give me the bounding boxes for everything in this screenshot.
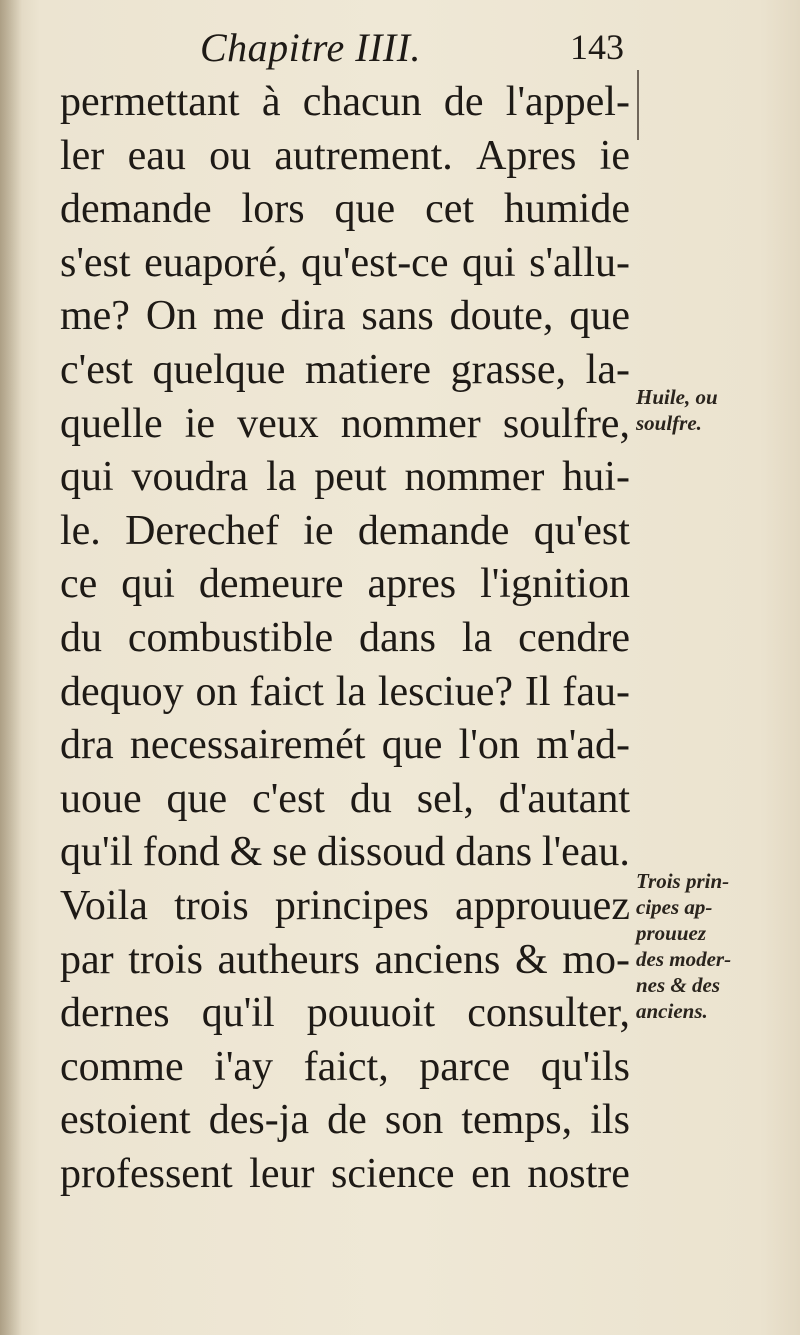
word: on <box>195 668 238 715</box>
margin-note-line: anciens. <box>636 999 708 1023</box>
word: fau- <box>562 668 630 715</box>
word: mo- <box>562 936 630 983</box>
text-line <box>60 880 630 934</box>
word: nommer <box>340 400 481 447</box>
word: eau <box>127 132 186 179</box>
word: dans <box>359 614 437 661</box>
word: & <box>229 829 263 876</box>
word: m'ad- <box>536 722 630 769</box>
margin-note-trois-principes <box>636 868 796 1024</box>
text-line <box>60 505 630 559</box>
word: du <box>60 614 102 661</box>
word: c'est <box>60 346 133 393</box>
text-line <box>60 719 630 773</box>
word: dissoud <box>316 829 446 876</box>
word: grasse, <box>450 346 567 393</box>
text-line <box>60 558 630 612</box>
text-line <box>60 773 630 827</box>
word: sans <box>361 293 434 340</box>
word: veux <box>237 400 319 447</box>
margin-note-line: cipes ap- <box>636 895 713 919</box>
word: de <box>443 79 484 125</box>
word: demande <box>357 507 510 554</box>
word: demeure <box>198 561 344 608</box>
word: qui <box>60 454 114 501</box>
word: approuuez <box>455 882 630 929</box>
text-line <box>60 666 630 720</box>
word: qu'ils <box>540 1043 630 1090</box>
word: necessairemét <box>129 722 366 769</box>
text-line <box>60 1148 630 1202</box>
text-line <box>60 451 630 505</box>
margin-note-huile <box>636 384 786 436</box>
word: la <box>461 614 493 661</box>
word: lesciue? <box>377 668 514 715</box>
word: humide <box>504 186 630 233</box>
word: qui <box>121 561 175 608</box>
text-line <box>60 344 630 398</box>
word: Il <box>524 668 551 715</box>
word: me <box>213 293 265 340</box>
text-line <box>60 987 630 1041</box>
word: l'ignition <box>480 561 630 608</box>
word: hui- <box>562 454 630 501</box>
word: anciens <box>374 936 501 983</box>
word: principes <box>274 882 429 929</box>
word: quelle <box>60 400 163 447</box>
word: d'autant <box>498 775 630 822</box>
word: nostre <box>527 1150 630 1197</box>
margin-note-line: des moder- <box>636 947 732 971</box>
body-text <box>60 76 630 1201</box>
word: que <box>381 722 443 769</box>
word: qu'est <box>533 507 630 554</box>
text-line <box>60 934 630 988</box>
word: l'appel- <box>505 79 630 125</box>
word: chacun <box>302 79 422 125</box>
text-line <box>60 130 630 184</box>
word: dans <box>455 829 533 876</box>
word: Voila <box>60 882 148 929</box>
word: qui <box>461 239 516 286</box>
word: faict, <box>303 1043 389 1090</box>
word: se <box>272 829 308 876</box>
text-line <box>60 612 630 666</box>
word: estoient <box>60 1097 191 1144</box>
margin-note-line: soulfre. <box>636 411 702 435</box>
word: la- <box>585 346 630 393</box>
word: autrement. <box>274 132 453 179</box>
word: me? <box>60 293 130 340</box>
word: demande <box>60 186 212 233</box>
word: dernes <box>60 990 170 1037</box>
margin-rule <box>637 70 639 140</box>
word: lors <box>241 186 305 233</box>
word: doute, <box>449 293 554 340</box>
word: leur <box>249 1150 315 1197</box>
word: la <box>335 668 367 715</box>
word: fond <box>142 829 220 876</box>
word: des-ja <box>208 1097 310 1144</box>
word: trois <box>174 882 249 929</box>
word: que <box>166 775 228 822</box>
word: consulter, <box>467 990 630 1037</box>
word: trois <box>128 936 203 983</box>
word: pouuoit <box>306 990 436 1037</box>
word: s'est <box>60 239 131 286</box>
margin-note-line: prouuez <box>636 921 707 945</box>
word: Derechef <box>125 507 279 554</box>
word: quelque <box>152 346 286 393</box>
word: ce <box>60 561 98 608</box>
word: peut <box>314 454 387 501</box>
text-line <box>60 1041 630 1095</box>
word: permettant <box>60 79 240 125</box>
word: voudra <box>131 454 249 501</box>
word: que <box>569 293 630 340</box>
word: autheurs <box>217 936 360 983</box>
text-line <box>60 290 630 344</box>
text-line <box>60 1094 630 1148</box>
word: matiere <box>305 346 431 393</box>
word: soulfre, <box>502 400 630 447</box>
word: en <box>471 1150 511 1197</box>
word: ie <box>599 132 630 179</box>
word: le. <box>60 507 101 554</box>
chapter-title: Chapitre IIII. <box>200 25 422 70</box>
word: temps, <box>461 1097 573 1144</box>
word: combustible <box>127 614 334 661</box>
word: dequoy <box>60 668 184 715</box>
word: qu'est-ce <box>300 239 449 286</box>
word: c'est <box>252 775 325 822</box>
page-number: 143 <box>570 27 624 67</box>
text-line <box>60 183 630 237</box>
text-line <box>60 76 630 130</box>
word: qu'il <box>60 829 133 876</box>
text-line <box>60 237 630 291</box>
margin-note-line: Trois prin- <box>636 869 730 893</box>
word: uoue <box>60 775 142 822</box>
word: ie <box>184 400 215 447</box>
word: que <box>334 186 396 233</box>
word: à <box>261 79 281 125</box>
word: du <box>349 775 392 822</box>
word: nommer <box>404 454 545 501</box>
gutter-shadow <box>0 0 22 1335</box>
word: son <box>384 1097 444 1144</box>
running-head <box>60 18 630 78</box>
word: cet <box>425 186 475 233</box>
word: Apres <box>476 132 577 179</box>
text-line <box>60 398 630 452</box>
word: i'ay <box>214 1043 274 1090</box>
word: ou <box>209 132 252 179</box>
word: de <box>327 1097 367 1144</box>
word: ils <box>590 1097 630 1144</box>
word: dira <box>280 293 346 340</box>
word: ie <box>303 507 334 554</box>
word: faict <box>249 668 324 715</box>
word: dra <box>60 722 114 769</box>
word: cendre <box>518 614 630 661</box>
word: ler <box>60 132 105 179</box>
word: professent <box>60 1150 233 1197</box>
word: & <box>515 936 548 983</box>
word: s'allu- <box>529 239 630 286</box>
text-line <box>60 826 630 880</box>
word: qu'il <box>201 990 275 1037</box>
word: parce <box>419 1043 511 1090</box>
word: apres <box>367 561 457 608</box>
word: science <box>330 1150 455 1197</box>
word: l'eau. <box>541 829 630 876</box>
word: On <box>145 293 198 340</box>
word: l'on <box>458 722 520 769</box>
word: par <box>60 936 114 983</box>
word: euaporé, <box>144 239 288 286</box>
word: sel, <box>416 775 474 822</box>
word: comme <box>60 1043 184 1090</box>
margin-note-line: Huile, ou <box>636 385 718 409</box>
word: la <box>266 454 297 501</box>
margin-note-line: nes & des <box>636 973 720 997</box>
